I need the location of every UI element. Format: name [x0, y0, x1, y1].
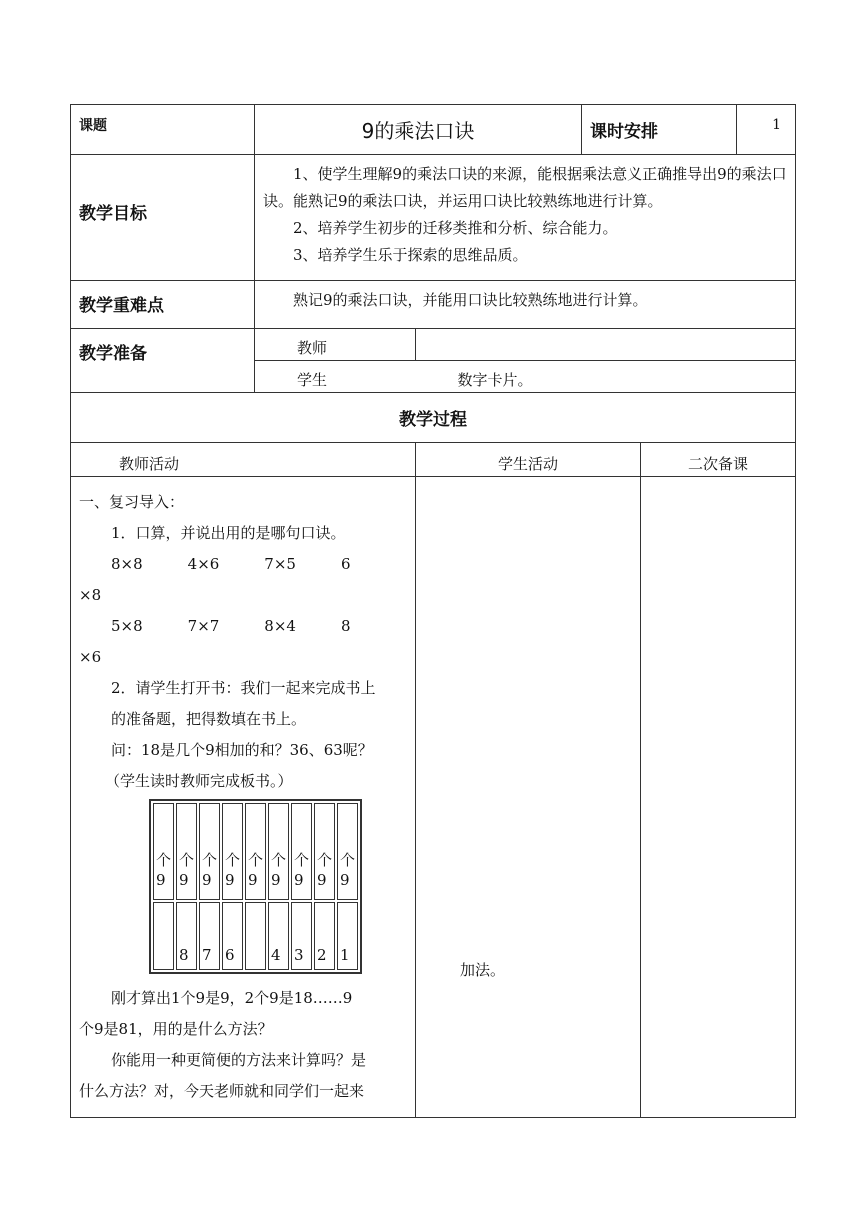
- teacher-line: 什么方法？对，今天老师就和同学们一起来: [79, 1082, 365, 1100]
- card-top: 个9: [179, 851, 195, 889]
- prep-student-label: 学生: [255, 361, 416, 393]
- card-top: 个9: [294, 851, 310, 889]
- student-activity: [416, 477, 641, 1118]
- key-points-text: 熟记9的乘法口诀，并能用口诀比较熟练地进行计算。: [293, 291, 648, 309]
- objective-item: 2、培养学生初步的迁移类推和分析、综合能力。: [293, 219, 618, 237]
- process-title: 教学过程: [71, 393, 796, 443]
- lesson-title: 9的乘法口诀: [255, 105, 582, 155]
- teacher-line: 1．口算，并说出用的是哪句口诀。: [111, 524, 346, 542]
- student-answer: 加法。: [460, 961, 506, 979]
- card-top: 个9: [271, 851, 287, 889]
- teacher-line: 8×8 4×6 7×5 6: [111, 555, 351, 573]
- teacher-line: ×6: [79, 648, 102, 666]
- topic-label: 课题: [71, 105, 255, 155]
- prep-teacher-label: 教师: [255, 329, 416, 361]
- teacher-line: 问：18是几个9相加的和？36、63呢？: [111, 741, 373, 759]
- teacher-line: 个9是81，用的是什么方法？: [79, 1020, 273, 1038]
- card-top: 个9: [248, 851, 264, 889]
- lesson-hours-value: 1: [737, 105, 796, 155]
- key-points-label: 教学重难点: [71, 281, 255, 329]
- card-top: 个9: [225, 851, 241, 889]
- objectives-content: [255, 155, 796, 281]
- prep-student-value: 数字卡片。: [416, 361, 796, 393]
- teacher-line: （学生读时教师完成板书。）: [105, 772, 293, 790]
- objectives-label: 教学目标: [71, 155, 255, 281]
- card-bottom: 6: [225, 946, 235, 964]
- teacher-line: 你能用一种更简便的方法来计算吗？是: [111, 1051, 367, 1069]
- card-bottom: 4: [271, 946, 281, 964]
- key-points-content: [255, 281, 796, 329]
- lesson-hours-label: 课时安排: [582, 105, 737, 155]
- teacher-line: 一、复习导入：: [79, 493, 185, 511]
- card-top: 个9: [317, 851, 333, 889]
- objective-item: 3、培养学生乐于探索的思维品质。: [293, 246, 528, 264]
- card-bottom: 1: [340, 946, 350, 964]
- card-top: 个9: [156, 851, 172, 889]
- teacher-activity: [71, 477, 416, 1118]
- col-teacher-header: 教师活动: [71, 443, 416, 477]
- teacher-line: ×8: [79, 586, 102, 604]
- col-second-header: 二次备课: [641, 443, 796, 477]
- objective-item: 1、使学生理解9的乘法口诀的来源，能根据乘法意义正确推导出9的乘法口诀。能熟记9的乘法口诀，并运用口诀比较熟练地进行计算。: [263, 165, 787, 210]
- card-bottom: 2: [317, 946, 327, 964]
- lesson-plan: [70, 104, 795, 1118]
- card-bottom: 8: [179, 946, 189, 964]
- number-card-board: [149, 799, 409, 981]
- teacher-line: 5×8 7×7 8×4 8: [111, 617, 351, 635]
- card-top: 个9: [202, 851, 218, 889]
- col-student-header: 学生活动: [416, 443, 641, 477]
- preparation-label: 教学准备: [71, 329, 255, 393]
- card-bottom: 7: [202, 946, 212, 964]
- lesson-plan-table: [70, 104, 796, 1118]
- teacher-line: 2．请学生打开书：我们一起来完成书上: [111, 679, 376, 697]
- prep-teacher-value: [416, 329, 796, 361]
- second-prep: [641, 477, 796, 1118]
- card-top: 个9: [340, 851, 356, 889]
- card-bottom: 3: [294, 946, 304, 964]
- teacher-line: 刚才算出1个9是9，2个9是18……9: [111, 989, 353, 1007]
- teacher-line: 的准备题，把得数填在书上。: [111, 710, 307, 728]
